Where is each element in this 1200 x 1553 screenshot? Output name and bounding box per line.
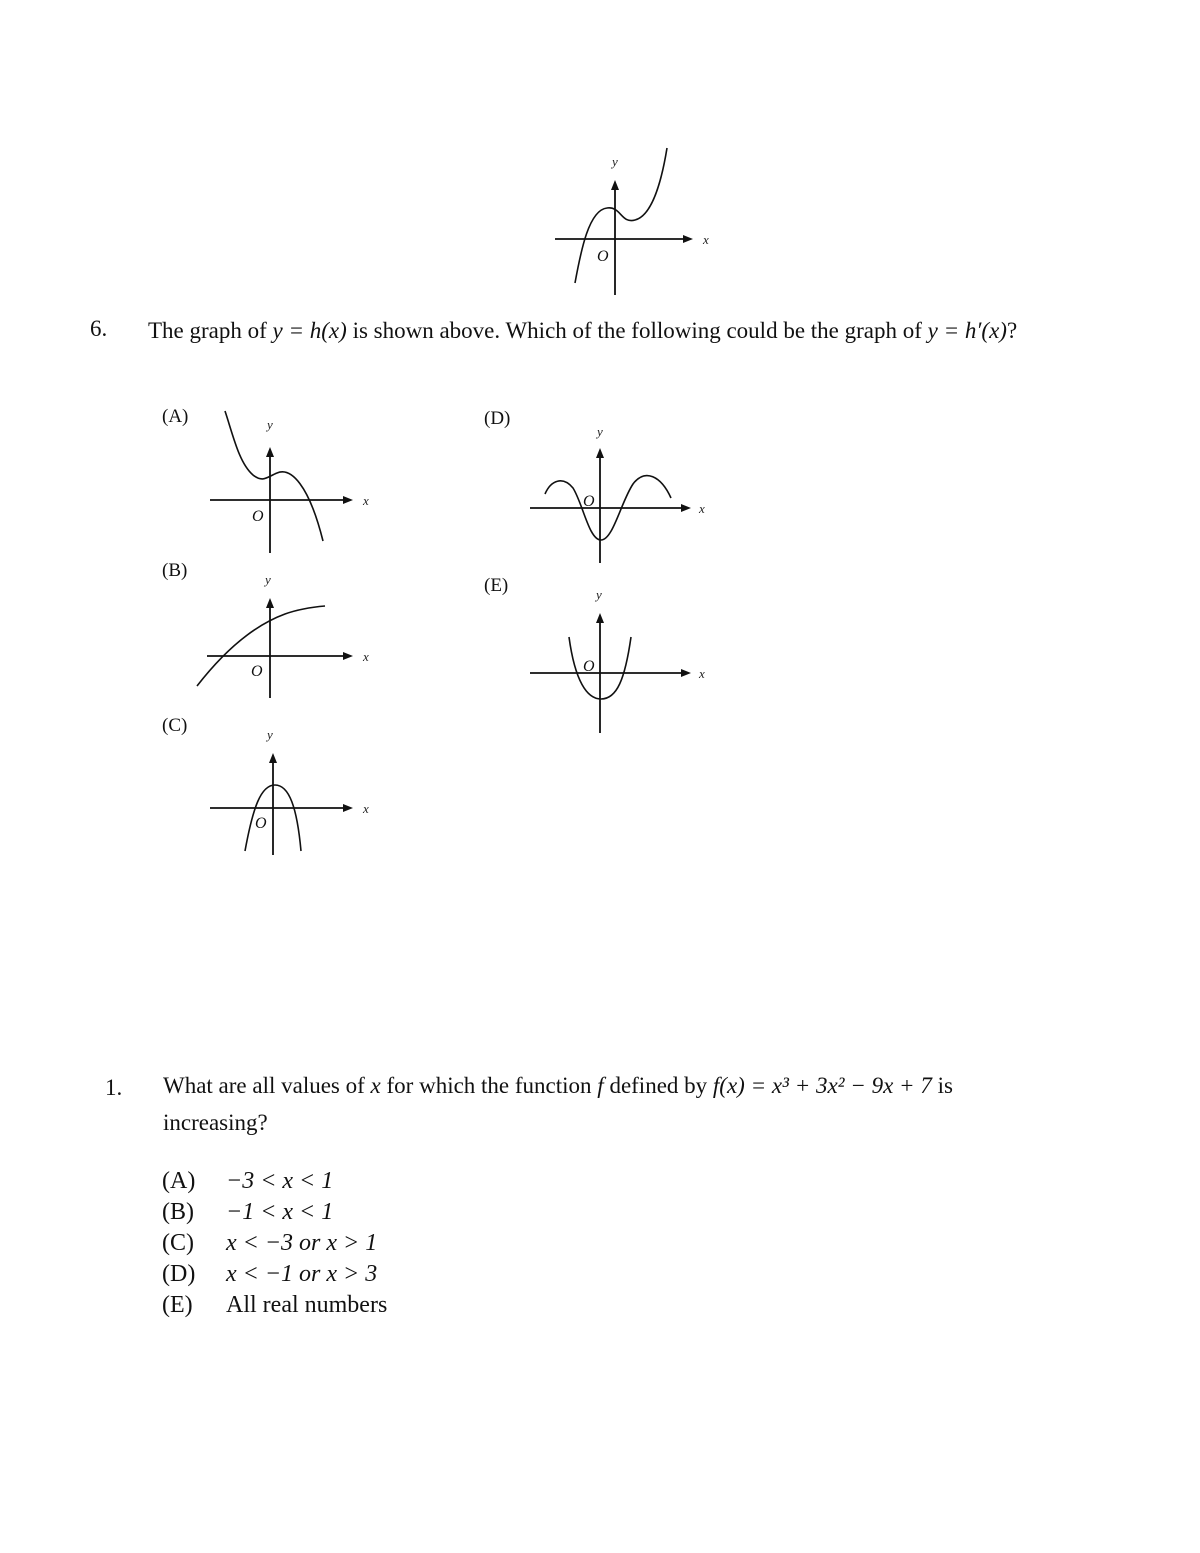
x-axis-arrow: [343, 652, 353, 660]
origin-label: O: [255, 815, 267, 832]
x-axis-label: x: [363, 649, 369, 664]
x-axis-label: x: [363, 801, 369, 816]
choice-e-label: (E): [162, 1292, 193, 1318]
origin-label: O: [583, 493, 595, 510]
q1-var-x: x: [370, 1073, 381, 1098]
option-c-label[interactable]: (C): [162, 715, 188, 736]
y-axis-label: y: [596, 587, 602, 602]
option-d-label[interactable]: (D): [484, 408, 511, 429]
graph-option-d[interactable]: [525, 418, 715, 568]
x-axis-label: x: [699, 666, 705, 681]
choice-c[interactable]: [162, 1228, 387, 1259]
question-1-number: 1.: [105, 1075, 123, 1100]
y-axis-label: y: [597, 424, 603, 439]
q6-text-part-2: is shown above. Which of the following could be the graph of: [346, 318, 928, 343]
origin-label: O: [597, 248, 609, 265]
question-1-text-line-1: [163, 1068, 953, 1104]
graph-option-a[interactable]: [205, 405, 375, 555]
x-axis-label: x: [363, 493, 369, 508]
q6-text-part-1: The graph of: [148, 318, 273, 343]
q1-expr: f(x) = x³ + 3x² − 9x + 7: [712, 1073, 932, 1098]
y-axis-arrow: [269, 753, 277, 763]
q1-text-part-4: is: [931, 1073, 953, 1098]
origin-label: O: [251, 663, 263, 680]
question-1-choices: [162, 1166, 387, 1321]
y-axis-arrow: [596, 613, 604, 623]
y-axis-arrow: [596, 448, 604, 458]
choice-a[interactable]: [162, 1166, 387, 1197]
y-axis-label: y: [612, 154, 618, 169]
option-a-curve: [225, 411, 323, 541]
graph-h: [555, 140, 715, 300]
y-axis-arrow: [611, 180, 619, 190]
q1-text-part-2: for which the function: [380, 1073, 598, 1098]
q6-text-part-3: ?: [1006, 318, 1018, 343]
y-axis-label: y: [267, 727, 273, 742]
choice-d[interactable]: [162, 1259, 387, 1290]
q1-text-part-1: What are all values of: [163, 1073, 371, 1098]
choice-b[interactable]: [162, 1197, 387, 1228]
x-axis-arrow: [683, 235, 693, 243]
option-e-label[interactable]: (E): [484, 575, 509, 596]
choice-b-label: (B): [162, 1199, 194, 1225]
q6-expr-hprime: y = h′(x): [927, 318, 1007, 343]
graph-option-c[interactable]: [205, 727, 375, 857]
y-axis-arrow: [266, 598, 274, 608]
x-axis-label: x: [703, 232, 709, 247]
q6-expr-h: y = h(x): [272, 318, 347, 343]
choice-c-label: (C): [162, 1230, 194, 1256]
option-a-label[interactable]: (A): [162, 406, 189, 427]
h-curve: [575, 148, 667, 283]
q1-var-f: f: [597, 1073, 604, 1098]
choice-a-label: (A): [162, 1168, 196, 1194]
q1-text-part-3: defined by: [603, 1073, 713, 1098]
y-axis-label: y: [267, 417, 273, 432]
x-axis-label: x: [699, 501, 705, 516]
x-axis-arrow: [681, 504, 691, 512]
question-1-text-line-2: increasing?: [163, 1110, 268, 1135]
origin-label: O: [583, 658, 595, 675]
choice-b-text: −1 < x < 1: [226, 1199, 334, 1225]
question-6-text: [148, 313, 1017, 349]
x-axis-arrow: [343, 804, 353, 812]
option-b-label[interactable]: (B): [162, 560, 188, 581]
graph-option-b[interactable]: [195, 570, 375, 700]
origin-label: O: [252, 508, 264, 525]
choice-e-text: All real numbers: [226, 1292, 388, 1318]
x-axis-arrow: [343, 496, 353, 504]
x-axis-arrow: [681, 669, 691, 677]
choice-a-text: −3 < x < 1: [226, 1168, 334, 1194]
y-axis-label: y: [265, 572, 271, 587]
choice-d-label: (D): [162, 1261, 196, 1287]
question-6-number: 6.: [90, 316, 108, 341]
choice-e[interactable]: [162, 1290, 387, 1321]
choice-c-text: x < −3 or x > 1: [226, 1230, 378, 1256]
y-axis-arrow: [266, 447, 274, 457]
choice-d-text: x < −1 or x > 3: [226, 1261, 378, 1287]
graph-option-e[interactable]: [525, 585, 715, 735]
